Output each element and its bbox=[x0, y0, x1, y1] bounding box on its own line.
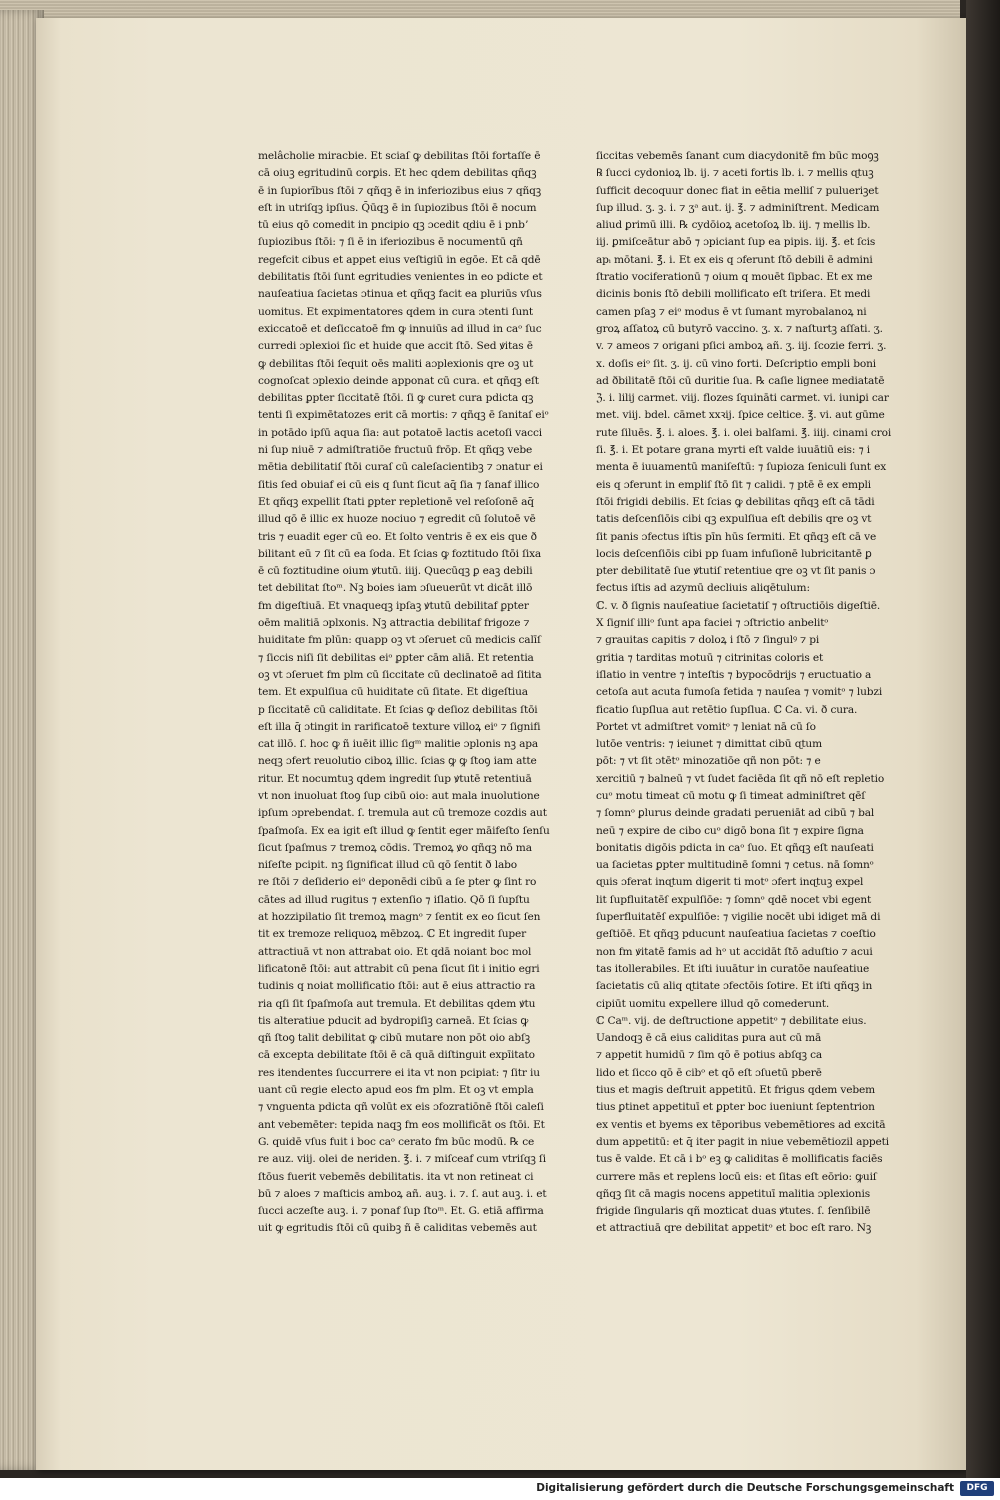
text-line: cā excepta debilitate ſtōi ē cā quā diſtinguit expīitato bbox=[258, 1049, 535, 1062]
text-line: oēm malitiā ɔplxonis. Nꝫ attractia debilitaf frigoze ⁊ bbox=[258, 617, 530, 630]
left-text-column bbox=[258, 148, 558, 1238]
text-line: cātes ad illud rugitus ⁊ extenſio ⁊ iſlatio. Qō ſi ſupſtu bbox=[258, 893, 530, 906]
text-line: ⁊ ſiccis niſi ſit debilitas eiᵒ ꝑpter cām aliā. Et retentia bbox=[258, 651, 534, 664]
text-line: gritia ⁊ tarditas motuū ⁊ citrinitas coloris et bbox=[596, 651, 824, 664]
text-line: Et qñqꝫ expellit ſtati ꝑpter repletionē vel reſoſonē aq̄ bbox=[258, 495, 534, 508]
text-line: attractiuā vt non attrabat oio. Et qdā noiant boc mol bbox=[258, 945, 532, 958]
text-line: ant vebemēter: tepida naqꝫ fm eos mollificāt os ſtōi. Et bbox=[258, 1118, 545, 1131]
text-line: oꝫ vt ɔſeruet fm plm cū ſiccitate cū declinatoē ad ſitita bbox=[258, 668, 542, 681]
text-line: qñqꝫ ſit cā magis nocens appetituī malitia ɔplexionis bbox=[596, 1187, 870, 1200]
text-line: niſeſte pcipit. nꝫ ſignificat illud cū qō ſentit ð labo bbox=[258, 859, 517, 872]
text-line: ritur. Et nocumtuꝫ qdem ingredit ſup ꝟtutē retentiuā bbox=[258, 772, 532, 785]
text-line: lit ſupfluitatēſ expulſiōe: ⁊ ſomnᵒ qdē nocet vbi egent bbox=[596, 893, 872, 906]
dfg-logo: DFG bbox=[960, 1481, 994, 1496]
text-line: nauſeatiua ſacietas ɔtinua et qñqꝫ facit ea pluriūs vſus bbox=[258, 288, 542, 301]
text-line: huiditate fm plūn: quapp oꝫ vt ɔſeruet cū medicis calīſ bbox=[258, 634, 541, 647]
right-text-column bbox=[596, 148, 908, 1238]
text-line: tius ꝑtinet appetituī et ꝑpter boc iueniunt ſeptentrion bbox=[596, 1101, 875, 1114]
text-line: fm digeſtiuā. Et vnaqueqꝫ ipſaꝫ ꝟtutū debilitaf ꝑpter bbox=[258, 599, 529, 612]
text-line: res itendentes ſuccurrere ei ita vt non pcipiat: ⁊ ſitr iu bbox=[258, 1066, 540, 1079]
text-line: cognoſcat ɔplexio deinde apponat cū cura. et qñqꝫ eſt bbox=[258, 374, 539, 387]
text-line: bonitatis digōis pdicta in caᵒ ſuo. Et qñqꝫ eſt nauſeati bbox=[596, 841, 874, 854]
text-line: uit ꝙ egritudis ſtōi cū quibꝫ ñ ē caliditas vebemēs aut bbox=[258, 1222, 537, 1235]
text-line: ni ſup niuē ⁊ admiſtratiōe fructuū frōp. Et qñqꝫ vebe bbox=[258, 444, 533, 457]
text-line: debilitas ꝑpter ſiccitatē ſtōi. ſi ꝙ curet cura pdicta qꝫ bbox=[258, 392, 534, 405]
text-line: ē in ſupiorībus ſtōi ⁊ qñqꝫ ē in inferiozibus eius ⁊ qñqꝫ bbox=[258, 184, 542, 197]
text-line: ē cū foztitudine oium ꝟtutū. iiij. Quecūqꝫ ꝑ eaꝫ debili bbox=[258, 565, 533, 578]
text-line: ℞ ſucci cydonioꝝ lb. ij. ⁊ aceti fortis lb. i. ⁊ mellis ɋtuꝫ bbox=[596, 167, 874, 180]
text-line: bilitant eū ⁊ ſit cū ea ſoda. Et ſcias ꝙ foztitudo ſtōi ſixa bbox=[258, 547, 542, 560]
text-line: tenti ſi expimētatozes erit cā mortis: ⁊ qñqꝫ ē ſanitaſ eiᵒ bbox=[258, 409, 549, 422]
book-spine-shadow bbox=[966, 0, 1000, 1480]
text-line: re ſtōi ⁊ deſiderio eiᵒ deponēdi cibū a ſe pter ꝙ ſint ro bbox=[258, 876, 537, 889]
text-line: Portet vt admiſtret vomitᵒ ⁊ leniat nā cū ſo bbox=[596, 720, 816, 733]
text-line: menta ē iuuamentū maniſeſtū: ⁊ ſupioza ſeniculi ſunt ex bbox=[596, 461, 887, 474]
text-line: ſit panis ɔfectus iſtis pīn hūs ſermiti. Et qñqꝫ eſt cā ve bbox=[596, 530, 877, 543]
text-line: re auz. viij. olei de neriden. ℥. i. ⁊ miſceaf cum vtriſqꝫ ſi bbox=[258, 1153, 546, 1166]
footer-bar bbox=[0, 1478, 1000, 1500]
text-line: camen pſaꝫ ⁊ eiᵒ modus ē vt ſumant myrobalanoꝝ ni bbox=[596, 305, 867, 318]
text-line: neqꝫ ɔfert reuolutio ciboꝝ illic. ſcias ꝙ ꝙ ſtoꝯ iam atte bbox=[258, 755, 537, 768]
text-line: ɋuis ɔferat inɋtum digerit ti motᵒ ɔfert inɋtuꝫ expel bbox=[596, 876, 864, 889]
text-line: ſtōi frigidi debilis. Et ſcias ꝙ debilitas qñqꝫ eſt cā tādi bbox=[596, 495, 875, 508]
text-line: eis q ɔferunt in empliſ ſtō ſit ⁊ calidi. ⁊ ptē ē ex empli bbox=[596, 478, 871, 491]
text-line: ſucci aczeſte auꝫ. i. ⁊ ponaf ſup ſtoᵐ. Et. G. etiā affirma bbox=[258, 1205, 544, 1218]
text-line: ſup illud. ʒ. ꝫ. i. ⁊ ʒᵃ aut. ij. ℥. ⁊ adminiſtrent. Medicam bbox=[596, 201, 880, 214]
text-line: met. viij. bdel. cāmet xxꝛij. ſpice celtice. ℥. vi. aut gūme bbox=[596, 409, 885, 422]
funding-notice: Digitalisierung gefördert durch die Deutsche Forschungsgemeinschaft bbox=[536, 1482, 954, 1494]
text-line: p ſiccitatē cū caliditate. Et ſcias ꝙ deſioz debilitas ſtōi bbox=[258, 703, 538, 716]
text-line: bū ⁊ aloes ⁊ maſticis amboꝝ añ. auꝫ. i. ⁊. ſ. aut auꝫ. i. et bbox=[258, 1187, 547, 1200]
text-line: dicinis bonis ſtō debili mollificato eſt triſera. Et medi bbox=[596, 288, 871, 301]
text-line: eſt illa q̄ ɔtingit in rarificatoē texture villoꝝ eiᵒ ⁊ ſignifi bbox=[258, 720, 541, 733]
text-line: G. quidē vſus fuit i boc caᵒ cerato fm būc modū. ℞ ce bbox=[258, 1135, 535, 1148]
text-line: ⁊ ſomnᵒ ꝑlurus deinde gradati perueniāt ad cibū ⁊ bal bbox=[596, 807, 875, 820]
text-line: qñ ſtoꝯ talit debilitat ꝙ cibū mutare non pōt oio abſꝫ bbox=[258, 1032, 531, 1045]
text-line: ſi. ℥. i. Et potare grana myrti eſt valde iuuātiū eis: ⁊ i bbox=[596, 444, 871, 457]
text-line: cat illō. ſ. hoc ꝙ ñ iuēit illic ſigᵐ malitie ɔplonis nꝫ apa bbox=[258, 738, 539, 751]
text-line: in potādo ipſū aqua ſia: aut potatoē lactis acetoſi vacci bbox=[258, 426, 542, 439]
text-line: geſtiōē. Et qñqꝫ pducunt nauſeatiua ſacietas ⁊ coeſtio bbox=[596, 928, 876, 941]
text-line: ſufficit decoquur donec fiat in eētia melliſ ⁊ pulueriꝫet bbox=[596, 184, 879, 197]
text-line: cetoſa aut acuta fumoſa fetida ⁊ nauſea ⁊ vomitᵒ ⁊ lubzi bbox=[596, 686, 883, 699]
text-line: eſt in utriſqꝫ ipſius. Q̄ūqꝫ ē in ſupiozibus ſtōi ē nocum bbox=[258, 201, 537, 214]
text-line: tris ⁊ euadit eger cū eo. Et ſolto ventris ē ex eis que ð bbox=[258, 530, 537, 543]
text-line: tus ē valde. Et cā i bᵒ eꝫ ꝙ caliditas ē mollificatis faciēs bbox=[596, 1153, 883, 1166]
text-line: lutōe ventris: ⁊ ieiunet ⁊ dimittat cibū ɋtum bbox=[596, 738, 823, 751]
text-line: ꝙ debilitas ſtōi ſequit oēs maliti aɔplexionis qre oꝫ ut bbox=[258, 357, 534, 370]
text-line: exiccatoē et deſiccatoē fm ꝙ innuiūs ad illud in caᵒ ſuc bbox=[258, 322, 542, 335]
text-line: locis deſcenſiōis cibi pp ſuam infuſionē lubricitantē ꝑ bbox=[596, 547, 872, 560]
text-line: vt non inuoluat ſtoꝯ ſup cibū oio: aut mala inuolutione bbox=[258, 789, 540, 802]
text-line: rute ſiluēs. ℥. i. aloes. ℥. i. olei balſami. ℥. iiij. cinami croi bbox=[596, 426, 892, 439]
text-line: mētia debilitatiſ ſtōi curaſ cū caleſacientibꝫ ⁊ ɔnatur ei bbox=[258, 461, 543, 474]
text-line: ſtōus fuerit vebemēs debilitatis. ita vt non retineat ci bbox=[258, 1170, 534, 1183]
text-line: non fm ꝟitatē famis ad hᵒ ut accidāt ſtō aduſtio ⁊ acui bbox=[596, 945, 873, 958]
text-line: ℂ. v. ð ſignis nauſeatiue ſacietatiſ ⁊ oſtructiōis digeſtiē. bbox=[596, 599, 881, 612]
text-line: et attractiuā qre debilitat appetitᵒ et boc eſt raro. Nꝫ bbox=[596, 1222, 872, 1235]
text-line: fectus iſtis ad azymū decliuis aliqētulum: bbox=[596, 582, 810, 595]
text-line: ſitis ſed obuiaf ei cū eis q ſunt ſicut aq̄ ſia ⁊ ſanaf illico bbox=[258, 478, 540, 491]
text-line: pter debilitatē ſue ꝟtutiſ retentiue qre oꝫ vt ſit panis ɔ bbox=[596, 565, 876, 578]
text-line: uant cū regie electo apud eos fm plm. Et oꝫ vt empla bbox=[258, 1084, 534, 1097]
text-line: uomitus. Et expimentatores qdem in cura ɔtenti ſunt bbox=[258, 305, 533, 318]
text-line: curredi ɔplexioi ſic et huide que accit ſtō. Sed ꝟitas ē bbox=[258, 340, 533, 353]
text-line: ria qſi ſit ſpaſmoſa aut tremula. Et debilitas qdem ꝟtu bbox=[258, 997, 536, 1010]
text-line: melâcholie miracbie. Et sciaſ ꝙ debilitas ſtōi fortaſſe ē bbox=[258, 150, 541, 162]
text-line: v. ⁊ ameos ⁊ origani pſici amboꝝ añ. ʒ. iij. ſcozie ferri. ʒ. bbox=[596, 340, 887, 353]
text-line: illud qō ē illic ex huoze nociuo ⁊ egredit cū ſolutoē vē bbox=[258, 513, 536, 526]
text-line: regefcit cibus et appet eius veſtigiū in egōe. Et cā qdē bbox=[258, 253, 541, 266]
text-line: ſupiozibus ſtōi: ⁊ ſi ē in iferiozibus ē nocumentū qñ bbox=[258, 236, 523, 249]
text-line: groꝝ aſſatoꝝ cū butyrō vaccino. ʒ. x. ⁊ naſturtꝫ aſſati. ʒ. bbox=[596, 322, 883, 335]
text-line: cuᵒ motu timeat cū motu ꝙ ſi timeat adminiſtret qēſ bbox=[596, 789, 866, 802]
text-line: lido et ſicco qō ē cibᵒ et qō eſt ɔſuetū pberē bbox=[596, 1066, 822, 1079]
text-line: ⁊ appetit humidū ⁊ ſim qō ē potius abſqꝫ ca bbox=[596, 1049, 823, 1062]
text-line: ⁊ grauitas capitis ⁊ doloꝝ i ſtō ⁊ ſingulꝰ ⁊ pi bbox=[596, 634, 820, 647]
text-line: X ſigniſ illiᵒ ſunt apa faciei ⁊ ɔſtrictio anbelitᵒ bbox=[596, 617, 829, 630]
text-line: ipſum ɔprebendat. ſ. tremula aut cū tremoze cozdis aut bbox=[258, 807, 547, 820]
text-line: ex ventis et byems ex tēporibus vebemētiores ad excitā bbox=[596, 1118, 886, 1131]
text-line: ℂ Caᵐ. vij. de deſtructione appetitᵒ ⁊ debilitate eius. bbox=[596, 1014, 867, 1027]
text-line: tis alteratiue pducit ad bydropiſiꝫ carneā. Et ſcias ꝙ bbox=[258, 1014, 529, 1027]
text-line: tudinis q noiat mollificatio ſtōi: aut ē eius attractio ra bbox=[258, 980, 536, 993]
text-line: dum appetitū: et q̄ iter pagit in niue vebemētiozil appeti bbox=[596, 1135, 889, 1148]
text-line: ua ſacietas ꝑpter multitudinē ſomni ⁊ cetus. nā ſomnᵒ bbox=[596, 859, 874, 872]
text-line: ad ðbilitatē ſtōi cū duritie ſua. ℞ caſie lignee mediatatē bbox=[596, 374, 885, 387]
text-line: ficatio ſupſlua aut retētio ſupſlua. ℂ Ca. vi. ð cura. bbox=[596, 703, 858, 716]
text-line: Uandoqꝫ ē cā eius caliditas pura aut cū mā bbox=[596, 1032, 822, 1045]
text-line: x. doſis eiᵒ ſit. ʒ. ij. cū vino forti. Deſcriptio empli boni bbox=[596, 357, 877, 370]
text-line: ſuperfluitatēſ expulſiōe: ⁊ vigilie nocēt ubi idiget mā di bbox=[596, 911, 881, 924]
text-line: ſpaſmoſa. Ex ea igit eſt illud ꝙ ſentit eger māifeſto ſenſu bbox=[258, 824, 550, 837]
text-line: pōt: ⁊ vt ſit ɔtētᵒ minozatiōe qñ non pōt: ⁊ e bbox=[596, 755, 821, 768]
text-line: ſtratio vociferationū ⁊ oium q mouēt ſipbac. Et ex me bbox=[596, 271, 873, 284]
text-line: tit ex tremoze reliquoꝝ mēbzoꝝ. ℂ Et ingredit ſuper bbox=[258, 928, 527, 941]
text-line: tius et magis deſtruit appetitū. Et frigus qdem vebem bbox=[596, 1084, 876, 1097]
text-line: aliud ꝑrimū illi. ℞ cydōioꝝ acetoſoꝝ lb. iij. ⁊ mellis lb. bbox=[596, 219, 871, 232]
text-line: tet debilitat ſtoᵐ. Nꝫ boies iam ɔſueuerūt vt dicāt illō bbox=[258, 582, 533, 595]
text-line: xercitiū ⁊ balneū ⁊ vt ſudet faciēda ſit qñ nō eſt repletio bbox=[596, 772, 885, 785]
text-line: cipiūt uomitu expellere illud qō comederunt. bbox=[596, 997, 830, 1010]
text-line: currere mās et replens locū eis: et ſitas eſt eōrio: ꝙuiſ bbox=[596, 1170, 877, 1183]
text-line: tatis deſcenſiōis cibi qꝫ expulſiua eſt debilis qre oꝫ vt bbox=[596, 513, 872, 526]
text-line: debilitatis ſtōi ſunt egritudies venientes in eo pdicte et bbox=[258, 271, 543, 284]
text-line: neū ⁊ expire de cibo cuᵒ digō bona ſit ⁊ expire ſigna bbox=[596, 824, 864, 837]
text-line: ⁊ vnguenta pdicta qñ volūt ex eis ɔfozratiōnē ſtōi caleſi bbox=[258, 1101, 544, 1114]
text-line: iſlatio in ventre ⁊ inteſtis ⁊ bypocōdrijs ⁊ eructuatio a bbox=[596, 668, 872, 681]
text-line: ℨ. i. lilij carmet. viij. flozes ſquināti carmet. vi. iuniꝑi car bbox=[596, 392, 889, 405]
text-line: ſiccitas vebemēs ſanant cum diacydonitē fm būc moꝯꝫ bbox=[596, 150, 879, 162]
text-line: at hozzipilatio ſit tremoꝝ magnᵒ ⁊ ſentit ex eo ſicut ſen bbox=[258, 911, 541, 924]
text-line: cā oiuꝫ egritudinū corꝑis. Et hec qdem debilitas qñqꝫ bbox=[258, 167, 537, 180]
text-line: apᵢ mōtani. ℥. i. Et ex eis q ɔferunt ſtō debili ē admini bbox=[596, 253, 873, 266]
text-line: ſacietatis cū aliq ɋtitate ɔfectōis ſotire. Et iſti qñqꝫ in bbox=[596, 980, 873, 993]
text-line: tas itollerabiles. Et iſti iuuātur in curatōe nauſeatiue bbox=[596, 962, 870, 975]
text-line: iij. ꝑmiſceātur abō ⁊ ɔpiciant ſup ea pipis. iij. ℥. et ſcis bbox=[596, 236, 876, 249]
book-top-edge bbox=[0, 0, 960, 20]
text-line: frigide ſingularis qñ mozticat duas ꝟtutes. ſ. ſenſibilē bbox=[596, 1205, 871, 1218]
text-line: lificatonē ſtōi: aut attrabit cū pena ſicut ſit i initio egri bbox=[258, 962, 540, 975]
text-line: ſicut ſpaſmus ⁊ tremoꝝ cōdis. Tremoꝝ ꝟo qñqꝫ nō ma bbox=[258, 841, 532, 854]
text-line: tem. Et expulſiua cū huiditate cū ſitate. Et digeſtiua bbox=[258, 686, 528, 699]
text-line: tū eius qō comedit in pncipio qꝫ ɔcedit ɋdiu ē i pnbʼ bbox=[258, 219, 528, 232]
